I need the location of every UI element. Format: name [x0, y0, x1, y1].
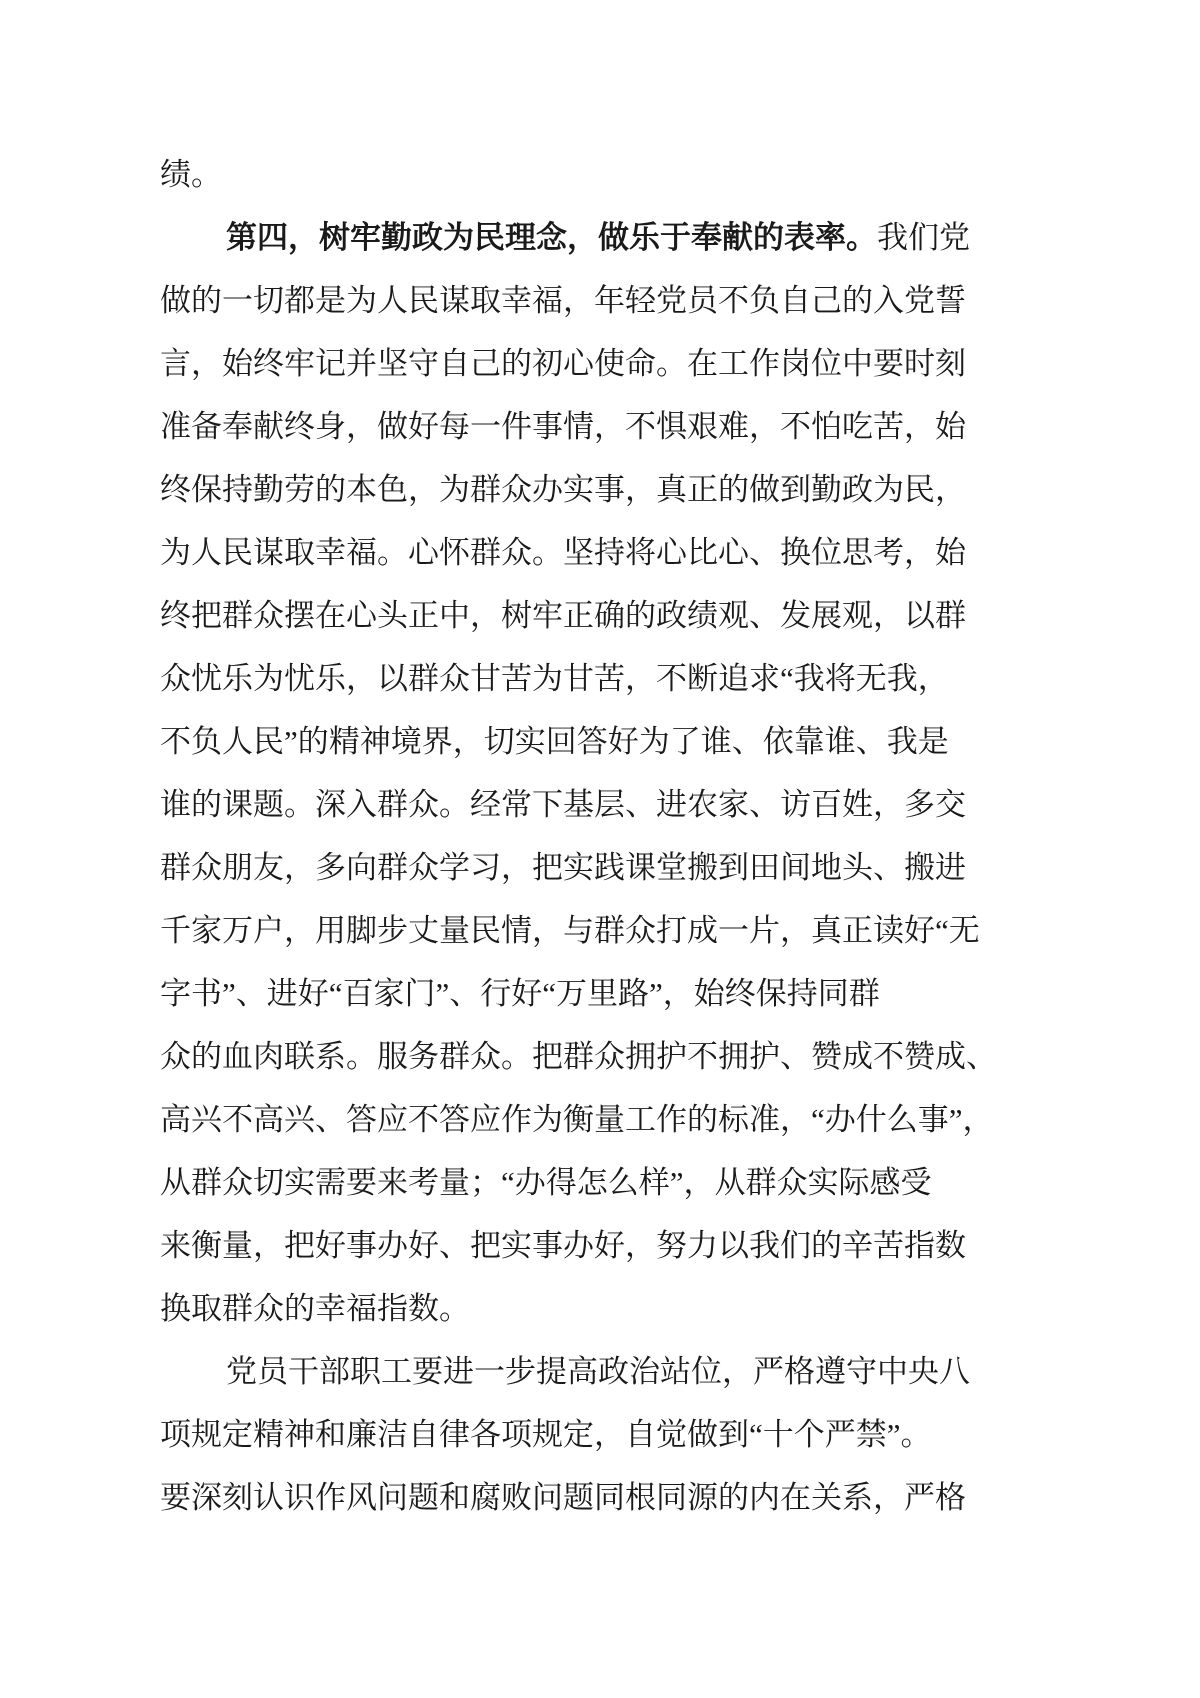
- text-line: [160, 962, 1016, 1025]
- text-line: [160, 1088, 1016, 1151]
- text-run: 众的血肉联系。服务群众。把群众拥护不拥护、赞成不赞成、: [160, 1039, 997, 1074]
- text-line: [160, 836, 1016, 899]
- text-run: 不负人民”的精神境界，切实回答好为了谁、依靠谁、我是: [160, 724, 949, 759]
- text-line: [160, 332, 1016, 395]
- text-run: 高兴不高兴、答应不答应作为衡量工作的标准，“办什么事”，: [160, 1102, 994, 1137]
- text-line: [160, 1214, 1016, 1277]
- text-run: 要深刻认识作风问题和腐败问题同根同源的内在关系，严格: [160, 1480, 966, 1515]
- text-run: 为人民谋取幸福。心怀群众。坚持将心比心、换位思考，始: [160, 535, 966, 570]
- text-line: [160, 1340, 1016, 1403]
- text-run: 准备奉献终身，做好每一件事情，不惧艰难，不怕吃苦，始: [160, 409, 966, 444]
- text-run: 从群众切实需要来考量；“办得怎么样”，从群众实际感受: [160, 1165, 932, 1200]
- text-line: [160, 899, 1016, 962]
- text-line: [160, 458, 1016, 521]
- text-line: [160, 521, 1016, 584]
- text-line: [160, 1403, 1016, 1466]
- text-run: 我们党: [877, 220, 970, 255]
- heading-bold-run: 第四，树牢勤政为民理念，做乐于奉献的表率。: [226, 220, 877, 255]
- text-run: 终保持勤劳的本色，为群众办实事，真正的做到勤政为民，: [160, 472, 966, 507]
- text-line: [160, 1025, 1016, 1088]
- document-text-block: [160, 143, 1016, 1529]
- text-line: [160, 1277, 1016, 1340]
- text-run: 换取群众的幸福指数。: [160, 1291, 470, 1326]
- text-line: [160, 1151, 1016, 1214]
- text-line: [160, 143, 1016, 206]
- text-run: 谁的课题。深入群众。经常下基层、进农家、访百姓，多交: [160, 787, 966, 822]
- text-run: 群众朋友，多向群众学习，把实践课堂搬到田间地头、搬进: [160, 850, 966, 885]
- text-run: 来衡量，把好事办好、把实事办好，努力以我们的辛苦指数: [160, 1228, 966, 1263]
- text-run: 字书”、进好“百家门”、行好“万里路”，始终保持同群: [160, 976, 880, 1011]
- text-line: [160, 1466, 1016, 1529]
- text-line: [160, 206, 1016, 269]
- text-line: [160, 269, 1016, 332]
- text-run: 绩。: [160, 157, 222, 192]
- text-run: 众忧乐为忧乐，以群众甘苦为甘苦，不断追求“我将无我，: [160, 661, 949, 696]
- text-run: 做的一切都是为人民谋取幸福，年轻党员不负自己的入党誓: [160, 283, 966, 318]
- text-run: 言，始终牢记并坚守自己的初心使命。在工作岗位中要时刻: [160, 346, 966, 381]
- text-line: [160, 395, 1016, 458]
- text-run: 项规定精神和廉洁自律各项规定，自觉做到“十个严禁”。: [160, 1417, 932, 1452]
- text-run: 千家万户，用脚步丈量民情，与群众打成一片，真正读好“无: [160, 913, 980, 948]
- text-line: [160, 584, 1016, 647]
- text-line: [160, 773, 1016, 836]
- text-run: 终把群众摆在心头正中，树牢正确的政绩观、发展观，以群: [160, 598, 966, 633]
- text-run: 党员干部职工要进一步提高政治站位，严格遵守中央八: [226, 1354, 970, 1389]
- text-line: [160, 647, 1016, 710]
- text-line: [160, 710, 1016, 773]
